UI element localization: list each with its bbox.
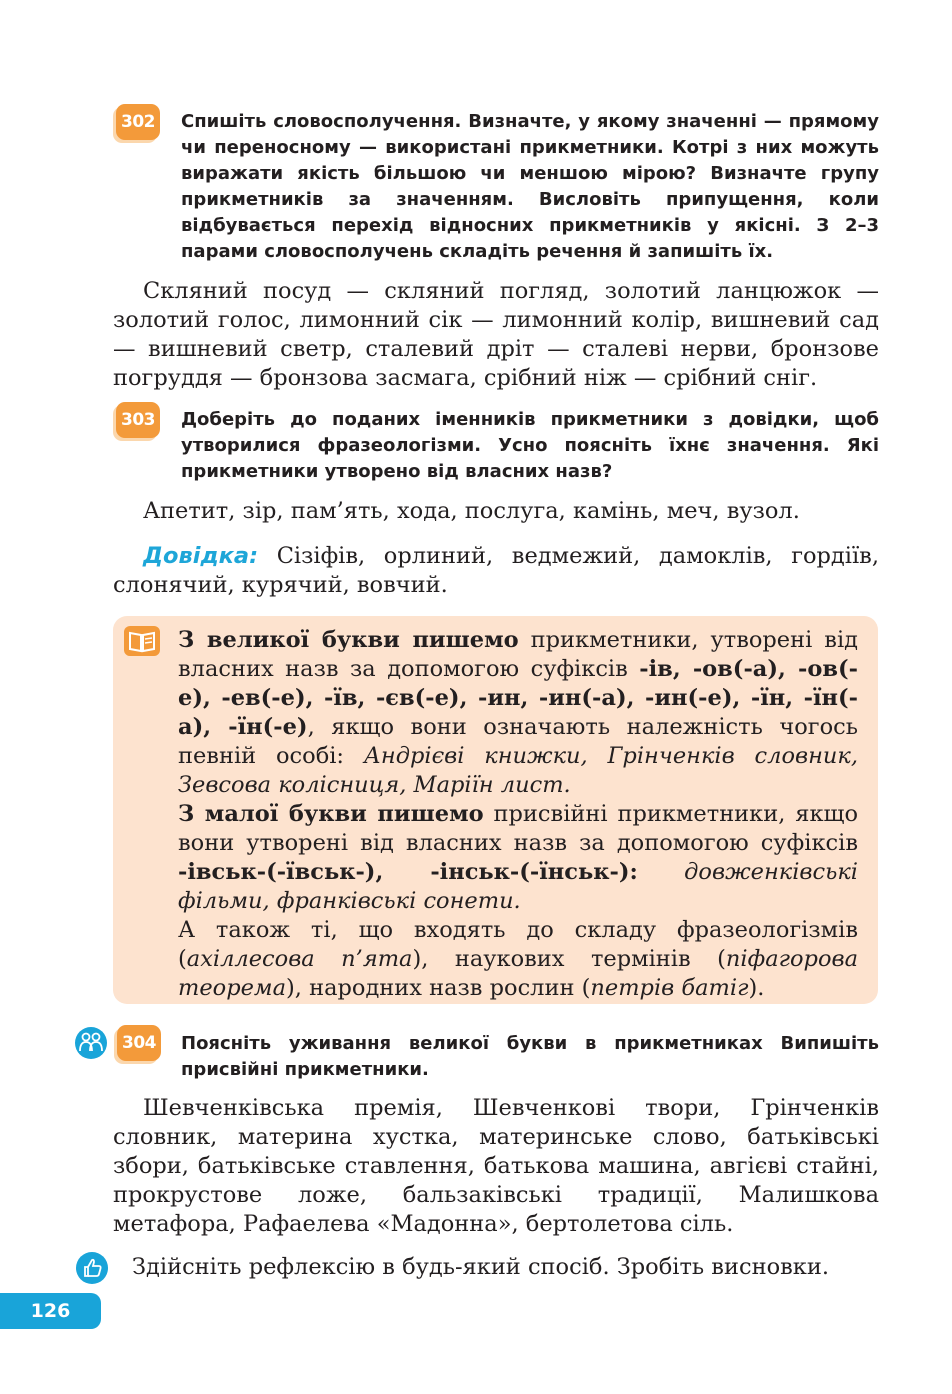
rule-p3-text1: А також ті, що входять до складу фразеологізмів ( (178, 917, 858, 972)
rule-p2-text1: присвійні прикметники, якщо вони утворені від власних назв за допомогою суфіксів (178, 801, 858, 856)
exercise-303-text: Апетит, зір, пам’ять, хода, послуга, камінь, меч, вузол. (143, 498, 800, 524)
exercise-303-badge: 303 (116, 402, 160, 438)
rule-suffixes-uppercase: -ів, -ов(-а), -ов(-е), -ев(-е), -їв, -єв(-е), -ин, -ин(-а), -ин(-е), -їн, -їн(-а), -їн(-е) (178, 656, 858, 740)
exercise-302-badge: 302 (116, 104, 160, 140)
rule-p1-text1: прикметники, утворені від власних назв за допомогою суфіксів (178, 627, 858, 682)
rule-examples-lowercase: довженківські фільми, франківські сонети. (178, 859, 858, 914)
pair-work-icon (75, 1027, 107, 1059)
rule-ex-plant: петрів батіг (590, 975, 749, 1001)
rule-ex-phraseologism: ахіллесова п’ята (186, 946, 413, 972)
rule-p2-text2 (638, 859, 684, 885)
rule-ex-term: піфагорова теорема (178, 946, 858, 1001)
exercise-303-hint (113, 542, 879, 600)
page-number: 126 (0, 1293, 101, 1329)
rule-lead-lowercase: З малої букви пишемо (178, 801, 484, 827)
rule-lead-uppercase: З великої букви пишемо (178, 627, 519, 653)
reflection-text: Здійсніть рефлексію в будь-який спосіб. Зробіть висновки. (132, 1254, 829, 1280)
exercise-302-text: Скляний посуд — скляний погляд, золотий ланцюжок — золотий голос, лимонний сік — лимонний колір, вишневий сад — вишневий светр, сталевий дріт — сталеві нерви, бронзове погруддя — бронзова засмага, срібний ніж — срібний сніг. (113, 278, 879, 391)
rule-suffixes-lowercase: -івськ-(-ївськ-), -інськ-(-їнськ-): (178, 859, 638, 885)
rule-p3-text3: ), народних назв рослин ( (286, 975, 591, 1001)
exercise-304-text: Шевченківська премія, Шевченкові твори, Грінченків словник, материна хустка, материнське слово, батьківські збори, батьківське ставлення, батькова машина, авгієві стайні, прокрустове ложе, бальзаківські традиції, Малишкова метафора, Рафаелева «Мадонна», бертолетова сіль. (113, 1095, 879, 1237)
thumbs-up-icon (76, 1252, 108, 1284)
rule-examples-uppercase: Андрієві книжки, Грінченків словник, Зевсова колісниця, Маріїн лист. (178, 743, 858, 798)
exercise-303-task: Доберіть до поданих іменників прикметники з довідки, щоб утворилися фразеологізми. Усно поясніть їхнє значення. Які прикметники утворено від власних назв? (181, 409, 879, 482)
rule-paragraph-uppercase (178, 626, 858, 800)
rule-p3-text2: ), наукових термінів ( (412, 946, 726, 972)
hint-text: Сізіфів, орлиний, ведмежий, дамоклів, гордіїв, слонячий, курячий, вовчий. (113, 543, 879, 598)
rule-p3-text4: ). (748, 975, 765, 1001)
rule-p1-text2: , якщо вони означають належність чогось певній особі: (178, 714, 858, 769)
exercise-304-badge: 304 (117, 1025, 161, 1061)
rule-text (178, 626, 858, 1003)
rule-paragraph-also (178, 916, 858, 1003)
hint-label: Довідка: (143, 543, 259, 569)
book-note-icon (124, 626, 160, 656)
rule-paragraph-lowercase (178, 800, 858, 916)
exercise-304-task: Поясніть уживання великої букви в прикметниках Випишіть присвійні прикметники. (181, 1033, 879, 1080)
exercise-302-task: Спишіть словосполучення. Визначте, у якому значенні — прямому чи переносному — використані прикметники. Котрі з них можуть виражати якість більшою чи меншою мірою? Визначте групу прикметників за значенням. Висловіть припущення, коли відбувається перехід відносних прикметників у якісні. З 2–3 парами словосполучень складіть речення й запишіть їх. (181, 111, 879, 262)
